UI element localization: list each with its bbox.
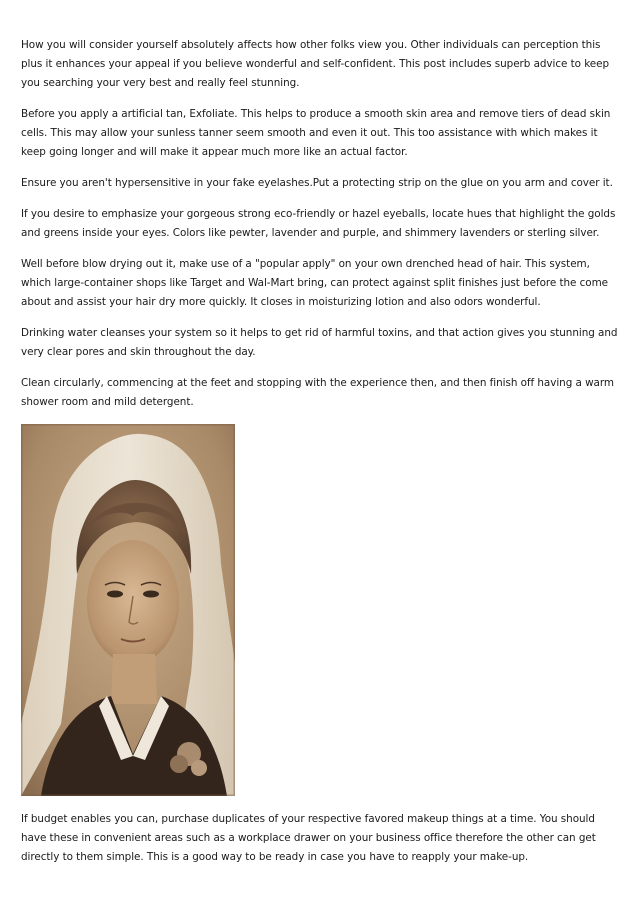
paragraph-water: Drinking water cleanses your system so it helps to get rid of harmful toxins, and that action gives you stunning and very clear pores and skin throughout the day. [21,327,618,358]
paragraph-clean: Clean circularly, commencing at the feet and stopping with the experience then, and then finish off having a warm shower room and mild detergent. [21,377,614,408]
paragraph-hair: Well before blow drying out it, make use of a "popular apply" on your own drenched head of hair. This system, which large-container shops like Target and Wal-Mart bring, can protect against split finishes just before the come about and assist your hair dry more quickly. It closes in moisturizing lotion and also odors wonderful. [21,258,609,308]
portrait-image [21,424,235,796]
paragraph-eyes: If you desire to emphasize your gorgeous strong eco-friendly or hazel eyeballs, locate hues that highlight the golds and greens inside your eyes. Colors like pewter, lavender and purple, and shimmery lavenders or sterling silver. [21,208,616,239]
paragraph-eyelashes: Ensure you aren't hypersensitive in your fake eyelashes.Put a protecting strip on the glue on you arm and cover it. [21,177,613,189]
paragraph-budget: If budget enables you can, purchase duplicates of your respective favored makeup things at a time. You should have these in convenient areas such as a workplace drawer on your business office therefore the other can get directly to them simple. This is a good way to be ready in case you have to reapply your make-up. [21,813,596,863]
paragraph-intro: How you will consider yourself absolutely affects how other folks view you. Other individuals can perception this plus it enhances your appeal if you believe wonderful and self-confident. This post includes superb advice to keep you searching your very best and really feel stunning. [21,39,610,89]
article [21,36,619,879]
vintage-portrait-photo [21,424,235,796]
paragraph-exfoliate: Before you apply a artificial tan, Exfoliate. This helps to produce a smooth skin area and remove tiers of dead skin cells. This may allow your sunless tanner seem smooth and even it out. This too assistance with which makes it keep going longer and will make it appear much more like an actual factor. [21,108,611,158]
